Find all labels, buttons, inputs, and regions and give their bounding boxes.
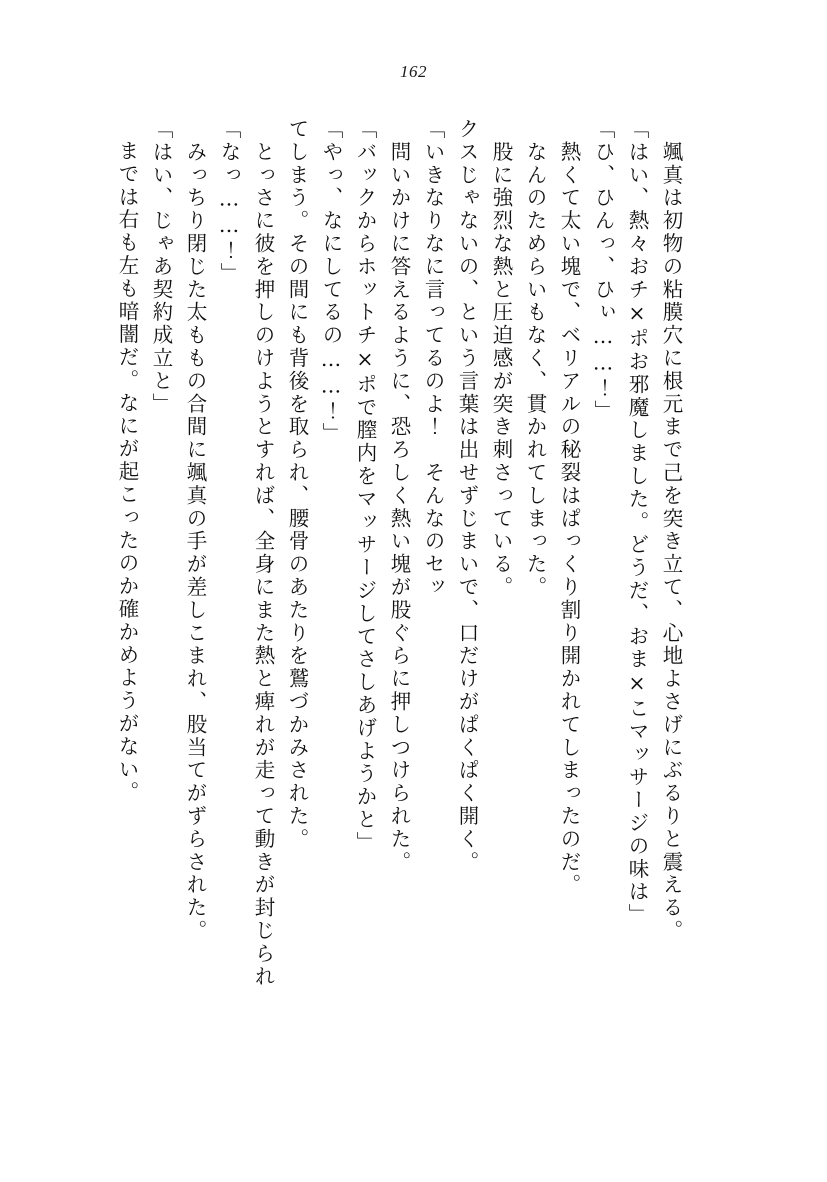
text-line: クスじゃないの、という言葉は出せずじまいで、口だけがぱくぱく開く。 xyxy=(455,118,479,874)
text-line: までは右も左も暗闇だ。なにが起こったのか確かめようがない。 xyxy=(115,140,139,805)
page-number: 162 xyxy=(400,62,427,81)
text-line: 「ひ、ひんっ、ひぃ……！」 xyxy=(591,118,615,423)
text-line: なんのためらいもなく、貫かれてしまった。 xyxy=(523,118,547,599)
text-line: みっちり閉じた太ももの合間に颯真の手が差しこまれ、股当てがずらされた。 xyxy=(183,118,207,943)
text-line: 「はい、じゃあ契約成立と」 xyxy=(149,118,173,416)
text-line: 「なっ……！」 xyxy=(217,118,241,286)
text-line: 「いきなりなに言ってるのよ！ そんなのセッ xyxy=(421,118,445,599)
text-line: 股に強烈な熱と圧迫感が突き刺さっている。 xyxy=(489,118,513,599)
text-line: てしまう。その間にも背後を取られ、腰骨のあたりを鷲づかみされた。 xyxy=(285,118,309,851)
text-line: 颯真は初物の粘膜穴に根元まで己を突き立て、心地よさげにぶるりと震える。 xyxy=(659,118,683,943)
text-line: とっさに彼を押しのけようとすれば、全身にまた熱と痺れが走って動きが封じられ xyxy=(251,118,275,989)
text-line: 「バックからホットチ×ポで膣内をマッサージしてさしあげようかと」 xyxy=(353,118,377,855)
text-line: 「はい、熱々おチ×ポお邪魔しました。どうだ、おま×こマッサージの味は」 xyxy=(625,118,649,927)
vertical-text-body xyxy=(103,118,743,1018)
text-line: 問いかけに答えるように、恐ろしく熱い塊が股ぐらに押しつけられた。 xyxy=(387,118,411,874)
text-line: 熱くて太い塊で、ベリアルの秘裂はぱっくり割り開かれてしまったのだ。 xyxy=(557,118,581,897)
text-line: 「やっ、なにしてるの……！」 xyxy=(319,118,343,446)
